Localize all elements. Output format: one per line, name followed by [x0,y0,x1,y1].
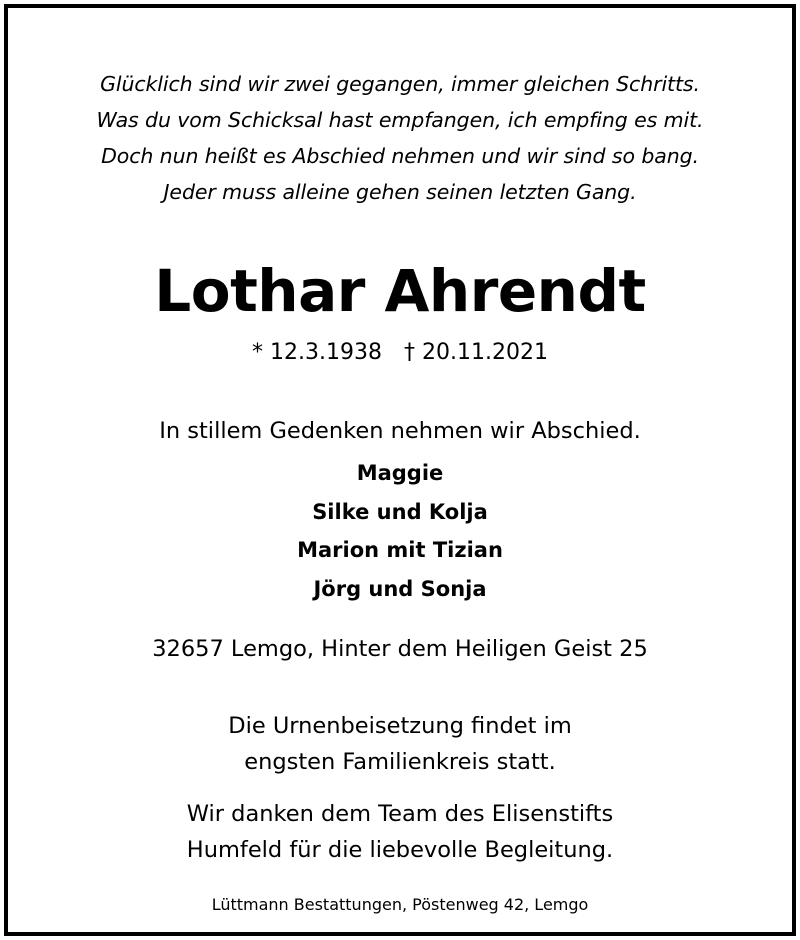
thanks-line: Humfeld für die liebevolle Begleitung. [186,837,614,863]
poem-line: Doch nun heißt es Abschied nehmen und wir sind so bang. [101,144,699,168]
poem-line: Glücklich sind wir zwei gegangen, immer gleichen Schritts. [100,72,700,96]
birth-date: * 12.3.1938 [252,340,382,365]
undertaker-credit: Lüttmann Bestattungen, Pöstenweg 42, Lemgo [211,895,589,914]
death-date: † 20.11.2021 [404,340,548,365]
mourners-list [8,454,792,608]
mourner-name: Maggie [356,461,444,485]
burial-line: Die Urnenbeisetzung findet im [228,713,572,739]
mourner-name: Silke und Kolja [312,499,488,524]
burial-notice [8,708,792,780]
mourner-name: Jörg und Sonja [313,576,487,601]
obituary-notice [4,4,796,936]
thanks-note [8,796,792,868]
family-address: 32657 Lemgo, Hinter dem Heiligen Geist 25 [152,636,648,662]
poem-line: Jeder muss alleine gehen seinen letzten Gang. [163,180,637,204]
burial-line: engsten Familienkreis statt. [244,749,556,775]
farewell-intro: In stillem Gedenken nehmen wir Abschied. [159,418,641,444]
life-dates [8,336,792,370]
thanks-line: Wir danken dem Team des Elisenstifts [186,801,614,827]
poem-line: Was du vom Schicksal hast empfangen, ich empfing es mit. [96,108,704,132]
deceased-name: Lothar Ahrendt [154,257,646,325]
mourner-name: Marion mit Tizian [297,538,503,562]
poem-verse [8,66,792,210]
